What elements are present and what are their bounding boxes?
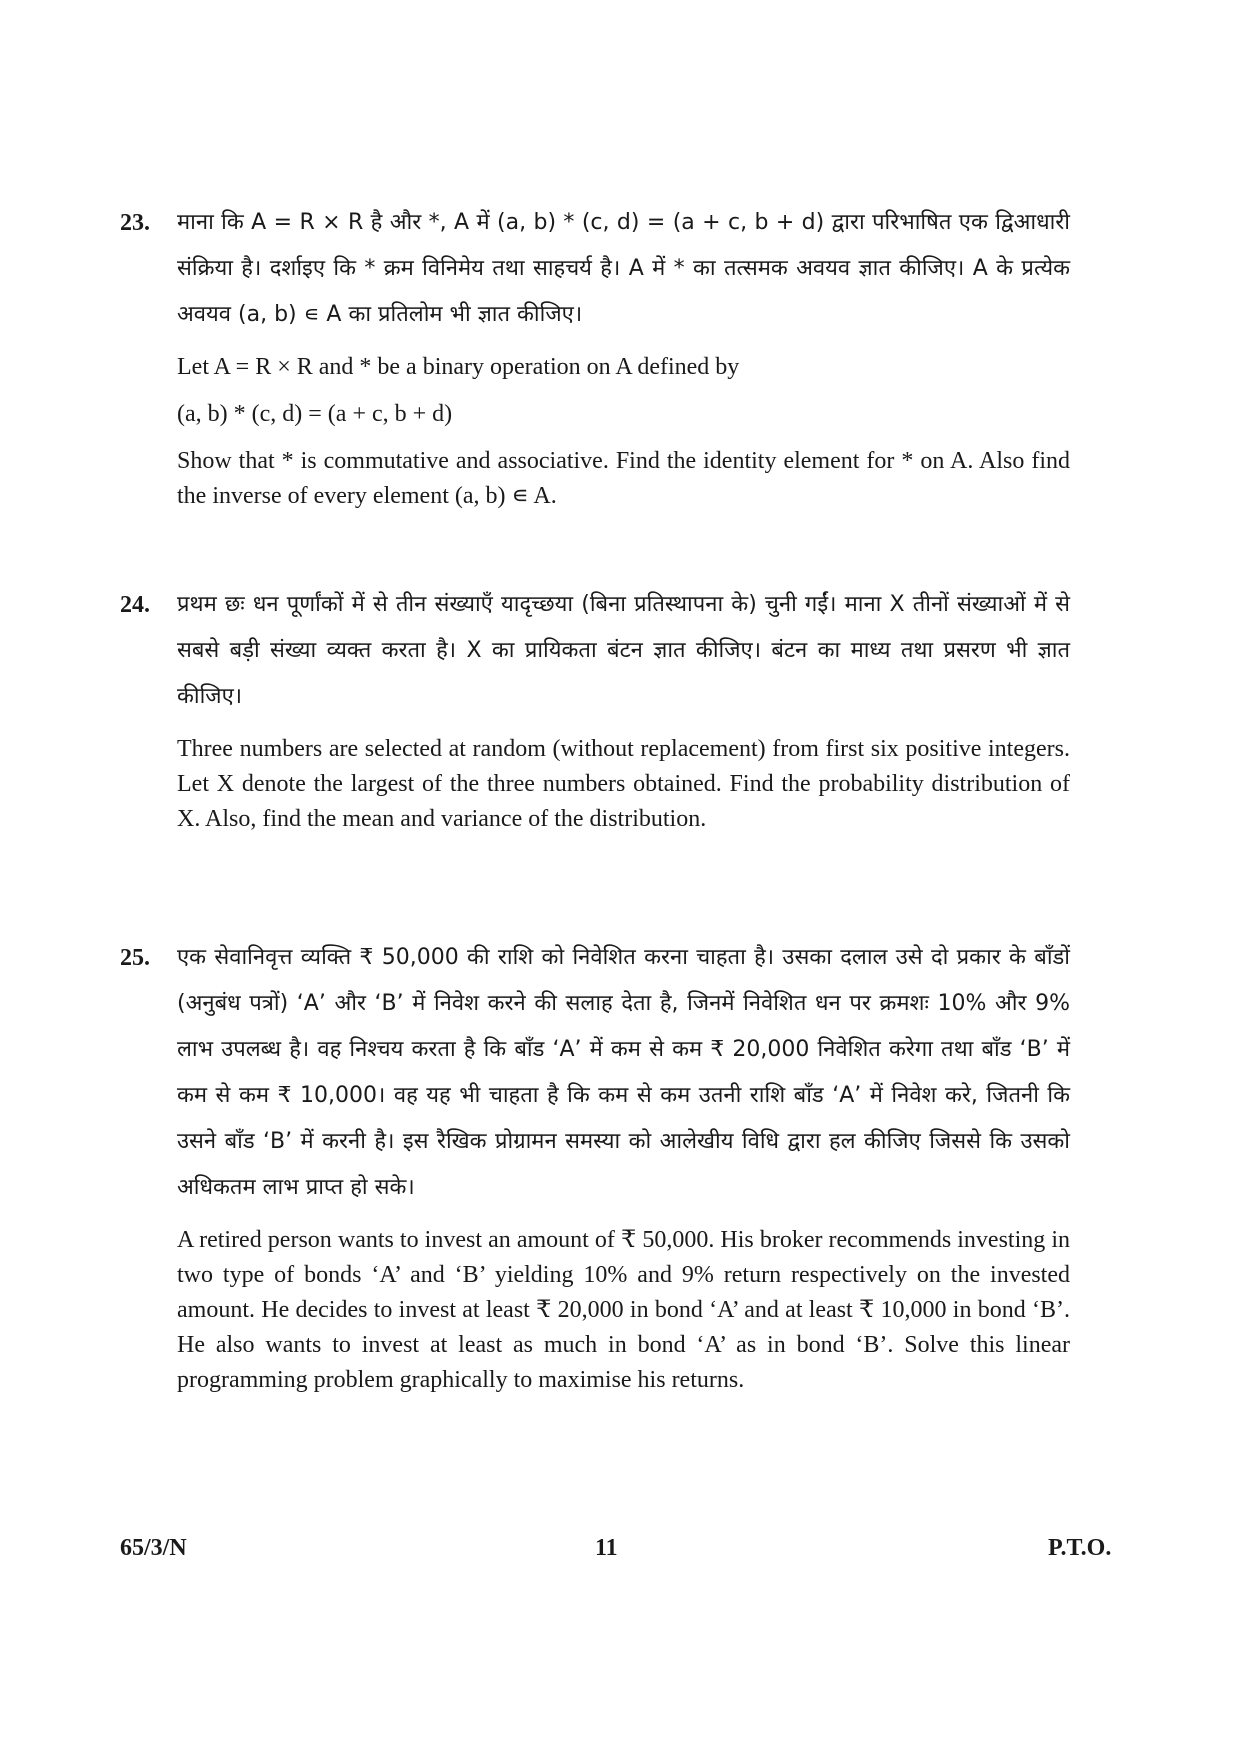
question-number: 25.: [120, 945, 150, 971]
please-turn-over: P.T.O.: [1048, 1535, 1112, 1561]
question-body: [177, 935, 1070, 1398]
question-text-english: Three numbers are selected at random (without replacement) from first six positive integers. Let X denote the largest of the three numbers obtained. Find the probability distribution of X. Also, find the mean and variance of the distribution.: [177, 736, 1070, 832]
question-formula: (a, b) * (c, d) = (a + c, b + d): [177, 401, 453, 427]
question-body: [177, 200, 1070, 514]
paper-code: 65/3/N: [120, 1535, 187, 1561]
question-number: 24.: [120, 592, 150, 618]
question-text-english-intro: Let A = R × R and * be a binary operation on A defined by: [177, 354, 740, 380]
question-text-hindi: माना कि A = R × R है और *, A में (a, b) * (c, d) = (a + c, b + d) द्वारा परिभाषित एक द्विआधारी संक्रिया है। दर्शाइए कि * क्रम विनिमेय तथा साहचर्य है। A में * का तत्समक अवयव ज्ञात कीजिए। A के प्रत्येक अवयव (a, b) ∊ A का प्रतिलोम भी ज्ञात कीजिए।: [177, 210, 1070, 327]
question-number: 23.: [120, 210, 150, 236]
question-text-english: A retired person wants to invest an amount of ₹ 50,000. His broker recommends investing in two type of bonds ‘A’ and ‘B’ yielding 10% and 9% return respectively on the invested amount. He decides to invest at least ₹ 20,000 in bond ‘A’ and at least ₹ 10,000 in bond ‘B’. He also wants to invest at least as much in bond ‘A’ as in bond ‘B’. Solve this linear programming problem graphically to maximise his returns.: [177, 1227, 1070, 1393]
question-text-hindi: प्रथम छः धन पूर्णांकों में से तीन संख्याएँ यादृच्छया (बिना प्रतिस्थापना के) चुनी गईं। माना X तीनों संख्याओं में से सबसे बड़ी संख्या व्यक्त करता है। X का प्रायिकता बंटन ज्ञात कीजिए। बंटन का माध्य तथा प्रसरण भी ज्ञात कीजिए।: [177, 592, 1070, 709]
question-body: [177, 582, 1070, 837]
question-text-english: Show that * is commutative and associative. Find the identity element for * on A. Also find the inverse of every element (a, b) ∊ A.: [177, 448, 1070, 509]
question-text-hindi: एक सेवानिवृत्त व्यक्ति ₹ 50,000 की राशि को निवेशित करना चाहता है। उसका दलाल उसे दो प्रकार के बाँडों (अनुबंध पत्रों) ‘A’ और ‘B’ में निवेश करने की सलाह देता है, जिनमें निवेशित धन पर क्रमशः 10% और 9% लाभ उपलब्ध है। वह निश्चय करता है कि बाँड ‘A’ में कम से कम ₹ 20,000 निवेशित करेगा तथा बाँड ‘B’ में कम से कम ₹ 10,000। वह यह भी चाहता है कि कम से कम उतनी राशि बाँड ‘A’ में निवेश करे, जितनी कि उसने बाँड ‘B’ में करनी है। इस रैखिक प्रोग्रामन समस्या को आलेखीय विधि द्वारा हल कीजिए जिससे कि उसको अधिकतम लाभ प्राप्त हो सके।: [177, 945, 1070, 1200]
page-number: 11: [595, 1535, 618, 1561]
